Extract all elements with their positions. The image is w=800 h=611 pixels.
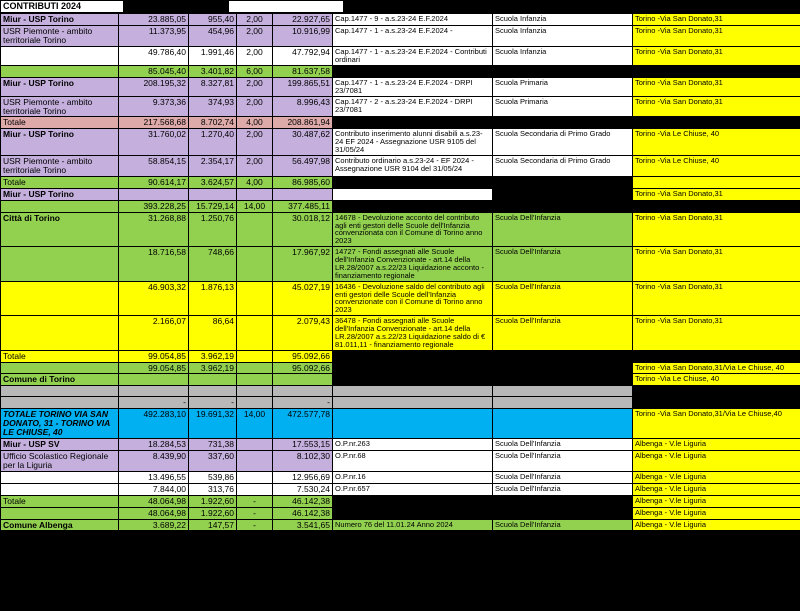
cell-rate: - <box>237 507 273 519</box>
cell-description <box>333 188 493 200</box>
cell-amount-3: 22.927,65 <box>273 14 333 26</box>
cell-description: 14727 - Fondi assegnati alle Scuole dell'Infanzia Convenzionate - art.14 della LR.28/2007 a.s.22/23 Liquidazione acconto - finanziamento regionale <box>333 247 493 282</box>
cell-amount-3 <box>273 386 333 397</box>
cell-amount-1: 9.373,36 <box>119 96 189 117</box>
cell-amount-3: 377.485,11 <box>273 200 333 212</box>
cell-description: Numero 76 del 11.01.24 Anno 2024 <box>333 519 493 531</box>
cell-rate <box>237 362 273 374</box>
cell-location <box>633 65 800 77</box>
cell-amount-1: 85.045,40 <box>119 65 189 77</box>
cell-amount-1: 58.854,15 <box>119 156 189 177</box>
table-row[interactable] <box>1 519 800 531</box>
cell-rate <box>237 316 273 351</box>
cell-location: Torino -Via San Donato,31 <box>633 188 800 200</box>
cell-amount-2: 8.702,74 <box>189 117 237 129</box>
cell-entity: Comune di Torino <box>1 374 119 386</box>
cell-amount-3: 47.792,94 <box>273 47 333 66</box>
cell-rate <box>237 188 273 200</box>
cell-location <box>633 350 800 362</box>
cell-rate <box>237 386 273 397</box>
cell-amount-3: 56.497,98 <box>273 156 333 177</box>
cell-description <box>333 386 493 397</box>
table-row[interactable] <box>1 409 800 439</box>
table-row[interactable] <box>1 77 800 96</box>
cell-location: Torino -Via San Donato,31 <box>633 212 800 247</box>
cell-amount-1: 492.283,10 <box>119 409 189 439</box>
cell-rate: 6,00 <box>237 65 273 77</box>
cell-amount-1: 18.284,53 <box>119 439 189 451</box>
cell-amount-3: 45.027,19 <box>273 281 333 316</box>
cell-amount-3: 17.967,92 <box>273 247 333 282</box>
cell-amount-3: 86.985,60 <box>273 176 333 188</box>
cell-amount-3: 10.916,99 <box>273 26 333 47</box>
cell-amount-3: 3.541,65 <box>273 519 333 531</box>
cell-amount-2: 454,96 <box>189 26 237 47</box>
contributions-table <box>0 13 800 531</box>
cell-location: Albenga - V.le Liguria <box>633 471 800 483</box>
cell-description: O.P.nr.657 <box>333 483 493 495</box>
cell-school: Scuola Dell'Infanzia <box>493 212 633 247</box>
cell-location: Torino -Via San Donato,31 <box>633 96 800 117</box>
page-title: CONTRIBUTI 2024 <box>1 1 124 13</box>
cell-location: Torino -Via San Donato,31 <box>633 26 800 47</box>
cell-amount-1: 48.064,98 <box>119 507 189 519</box>
table-row[interactable] <box>1 397 800 409</box>
cell-location <box>633 176 800 188</box>
cell-amount-3: 46.142,38 <box>273 507 333 519</box>
cell-amount-1: 31.760,02 <box>119 129 189 156</box>
cell-school <box>493 65 633 77</box>
cell-rate: 14,00 <box>237 200 273 212</box>
cell-school: Scuola Secondaria di Primo Grado <box>493 156 633 177</box>
cell-description: 36478 - Fondi assegnati alle Scuole dell'Infanzia Convenzionate - art.14 della LR.28/2007 a.s.22/23 Liquidazione saldo di € 81.011,11 - finanziamento regionale <box>333 316 493 351</box>
table-row[interactable] <box>1 451 800 472</box>
cell-amount-1: 23.885,05 <box>119 14 189 26</box>
cell-entity <box>1 386 119 397</box>
table-row[interactable] <box>1 188 800 200</box>
cell-amount-3: 2.079,43 <box>273 316 333 351</box>
cell-description <box>333 397 493 409</box>
cell-school: Scuola Primaria <box>493 77 633 96</box>
table-row[interactable] <box>1 316 800 351</box>
cell-entity: Ufficio Scolastico Regionale per la Liguria <box>1 451 119 472</box>
cell-amount-3: 46.142,38 <box>273 495 333 507</box>
cell-amount-1: 99.054,85 <box>119 362 189 374</box>
cell-entity: Comune Albenga <box>1 519 119 531</box>
cell-amount-2: 374,93 <box>189 96 237 117</box>
cell-description: O.P.nr.68 <box>333 451 493 472</box>
cell-amount-3: 472.577,78 <box>273 409 333 439</box>
cell-school: Scuola Infanzia <box>493 14 633 26</box>
cell-school <box>493 409 633 439</box>
table-row[interactable] <box>1 374 800 386</box>
cell-location: Torino -Via San Donato,31/Via Le Chiuse, 40 <box>633 362 800 374</box>
cell-entity <box>1 471 119 483</box>
table-row[interactable] <box>1 483 800 495</box>
cell-rate <box>237 439 273 451</box>
cell-amount-3: 8.996,43 <box>273 96 333 117</box>
cell-entity: Miur - USP Torino <box>1 14 119 26</box>
cell-amount-2: - <box>189 397 237 409</box>
cell-rate: 4,00 <box>237 176 273 188</box>
cell-amount-1: 7.844,00 <box>119 483 189 495</box>
cell-description: Cap.1477 - 1 - a.s.23-24 E.F.2024 - DRPI 23/7081 <box>333 77 493 96</box>
cell-amount-1: 13.496,55 <box>119 471 189 483</box>
cell-amount-2: 1.922,60 <box>189 495 237 507</box>
cell-location: Torino -Via San Donato,31 <box>633 77 800 96</box>
cell-entity <box>1 47 119 66</box>
cell-rate: 2,00 <box>237 156 273 177</box>
cell-school: Scuola Dell'Infanzia <box>493 247 633 282</box>
cell-amount-1: 393.228,25 <box>119 200 189 212</box>
table-row[interactable] <box>1 350 800 362</box>
cell-entity: USR Piemonte - ambito territoriale Torino <box>1 26 119 47</box>
cell-amount-1: 208.195,32 <box>119 77 189 96</box>
cell-rate: 2,00 <box>237 129 273 156</box>
table-row[interactable] <box>1 117 800 129</box>
cell-amount-3: 95.092,66 <box>273 362 333 374</box>
cell-rate: 2,00 <box>237 14 273 26</box>
cell-description: Contributo ordinario a.s.23-24 - EF 2024 - Assegnazione USR 9104 del 31/05/24 <box>333 156 493 177</box>
cell-school <box>493 176 633 188</box>
cell-location <box>633 117 800 129</box>
cell-entity <box>1 507 119 519</box>
cell-school: Scuola Dell'Infanzia <box>493 483 633 495</box>
cell-description <box>333 362 493 374</box>
cell-rate <box>237 212 273 247</box>
table-row[interactable] <box>1 212 800 247</box>
cell-description: Contributo inserimento alunni disabili a.s.23-24 EF 2024 - Assegnazione USR 9105 del 31/05/24 <box>333 129 493 156</box>
cell-description: Cap.1477 - 2 - a.s.23-24 E.F.2024 - DRPI 23/7081 <box>333 96 493 117</box>
cell-location: Torino -Via Le Chiuse, 40 <box>633 374 800 386</box>
cell-entity: Miur - USP Torino <box>1 129 119 156</box>
cell-school <box>493 397 633 409</box>
cell-amount-1: 11.373,95 <box>119 26 189 47</box>
cell-amount-2: 1.991,46 <box>189 47 237 66</box>
cell-entity <box>1 362 119 374</box>
cell-amount-1: 31.268,88 <box>119 212 189 247</box>
table-row[interactable] <box>1 200 800 212</box>
cell-entity <box>1 65 119 77</box>
cell-entity <box>1 483 119 495</box>
cell-location: Torino -Via San Donato,31 <box>633 316 800 351</box>
cell-school <box>493 495 633 507</box>
cell-rate: 2,00 <box>237 26 273 47</box>
cell-amount-1: 48.064,98 <box>119 495 189 507</box>
cell-rate <box>237 247 273 282</box>
cell-amount-2: 3.962,19 <box>189 362 237 374</box>
cell-amount-2: 3.962,19 <box>189 350 237 362</box>
cell-amount-3: 208.861,94 <box>273 117 333 129</box>
cell-amount-2: 731,38 <box>189 439 237 451</box>
cell-location: Torino -Via San Donato,31 <box>633 281 800 316</box>
cell-amount-2: 1.250,76 <box>189 212 237 247</box>
cell-description <box>333 117 493 129</box>
cell-school: Scuola Secondaria di Primo Grado <box>493 129 633 156</box>
cell-location: Albenga - V.le Liguria <box>633 451 800 472</box>
table-row[interactable] <box>1 129 800 156</box>
cell-entity: Miur - USP Torino <box>1 188 119 200</box>
header-black-2 <box>344 1 800 13</box>
cell-amount-2: 86,64 <box>189 316 237 351</box>
cell-description: Cap.1477 - 9 - a.s.23-24 E.F.2024 <box>333 14 493 26</box>
cell-location: Torino -Via San Donato,31 <box>633 247 800 282</box>
cell-entity: Miur - USP SV <box>1 439 119 451</box>
cell-school <box>493 200 633 212</box>
cell-amount-1 <box>119 374 189 386</box>
cell-description <box>333 65 493 77</box>
cell-location: Torino -Via San Donato,31 <box>633 47 800 66</box>
cell-rate: 2,00 <box>237 47 273 66</box>
cell-amount-2: 3.624,57 <box>189 176 237 188</box>
cell-school <box>493 386 633 397</box>
cell-amount-3 <box>273 188 333 200</box>
cell-entity: TOTALE TORINO VIA SAN DONATO, 31 - TORINO VIA LE CHIUSE, 40 <box>1 409 119 439</box>
cell-location: Torino -Via San Donato,31 <box>633 14 800 26</box>
cell-location: Albenga - V.le Liguria <box>633 519 800 531</box>
cell-description: 14678 - Devoluzione acconto del contributo agli enti gestori delle Scuole dell'Infanzia convenzionata con il Comune di Torino anno 2023 <box>333 212 493 247</box>
header-table <box>0 0 800 13</box>
table-row[interactable] <box>1 176 800 188</box>
cell-entity <box>1 281 119 316</box>
cell-entity: Totale <box>1 176 119 188</box>
cell-location: Albenga - V.le Liguria <box>633 439 800 451</box>
table-row[interactable] <box>1 26 800 47</box>
cell-school: Scuola Infanzia <box>493 47 633 66</box>
cell-school <box>493 350 633 362</box>
cell-description: Cap.1477 - 1 - a.s.23-24 E.F.2024 - <box>333 26 493 47</box>
cell-description <box>333 495 493 507</box>
cell-amount-3: 12.956,69 <box>273 471 333 483</box>
cell-entity: Totale <box>1 350 119 362</box>
cell-location <box>633 397 800 409</box>
cell-amount-1: 2.166,07 <box>119 316 189 351</box>
cell-school: Scuola Dell'Infanzia <box>493 451 633 472</box>
cell-rate: 14,00 <box>237 409 273 439</box>
cell-entity: USR Piemonte - ambito territoriale Torino <box>1 96 119 117</box>
cell-amount-1: 99.054,85 <box>119 350 189 362</box>
cell-amount-3: 30.018,12 <box>273 212 333 247</box>
cell-entity: Città di Torino <box>1 212 119 247</box>
cell-school <box>493 362 633 374</box>
cell-amount-3: 30.487,62 <box>273 129 333 156</box>
cell-amount-1: 8.439,90 <box>119 451 189 472</box>
cell-rate: 2,00 <box>237 96 273 117</box>
cell-description: O.P.nr.263 <box>333 439 493 451</box>
cell-amount-2: 15.729,14 <box>189 200 237 212</box>
cell-location: Albenga - V.le Liguria <box>633 495 800 507</box>
table-row[interactable] <box>1 96 800 117</box>
cell-description <box>333 507 493 519</box>
table-row[interactable] <box>1 14 800 26</box>
cell-rate <box>237 471 273 483</box>
cell-amount-2: 8.327,81 <box>189 77 237 96</box>
cell-amount-2: 3.401,82 <box>189 65 237 77</box>
cell-description: 16436 - Devoluzione saldo del contributo agli enti gestori delle Scuole dell'Infanzia convenzionate con il Comune di Torino anno 2023 <box>333 281 493 316</box>
cell-amount-2: 1.270,40 <box>189 129 237 156</box>
cell-amount-3: 7.530,24 <box>273 483 333 495</box>
cell-description <box>333 350 493 362</box>
cell-amount-3: 8.102,30 <box>273 451 333 472</box>
cell-rate <box>237 483 273 495</box>
cell-amount-3 <box>273 374 333 386</box>
cell-amount-2: 2.354,17 <box>189 156 237 177</box>
cell-description <box>333 176 493 188</box>
cell-amount-1: 46.903,32 <box>119 281 189 316</box>
table-row[interactable] <box>1 471 800 483</box>
table-row[interactable] <box>1 281 800 316</box>
cell-amount-3: 81.637,58 <box>273 65 333 77</box>
cell-rate: 4,00 <box>237 117 273 129</box>
table-row[interactable] <box>1 386 800 397</box>
cell-amount-1: 90.614,17 <box>119 176 189 188</box>
cell-rate <box>237 374 273 386</box>
cell-amount-2: 1.876,13 <box>189 281 237 316</box>
cell-amount-2: 539,86 <box>189 471 237 483</box>
cell-school <box>493 507 633 519</box>
cell-entity: USR Piemonte - ambito territoriale Torino <box>1 156 119 177</box>
cell-amount-3: 95.092,66 <box>273 350 333 362</box>
table-row[interactable] <box>1 65 800 77</box>
cell-entity: Miur - USP Torino <box>1 77 119 96</box>
table-row[interactable] <box>1 507 800 519</box>
header-black-1 <box>124 1 229 13</box>
cell-school: Scuola Dell'Infanzia <box>493 316 633 351</box>
cell-amount-1: 217.568,68 <box>119 117 189 129</box>
table-row[interactable] <box>1 156 800 177</box>
cell-entity <box>1 397 119 409</box>
cell-amount-2: 955,40 <box>189 14 237 26</box>
cell-entity <box>1 316 119 351</box>
cell-rate <box>237 350 273 362</box>
cell-rate <box>237 281 273 316</box>
table-row[interactable] <box>1 495 800 507</box>
cell-amount-2: 337,60 <box>189 451 237 472</box>
cell-amount-1: 18.716,58 <box>119 247 189 282</box>
cell-amount-1 <box>119 386 189 397</box>
cell-rate: 2,00 <box>237 77 273 96</box>
cell-school: Scuola Dell'Infanzia <box>493 439 633 451</box>
header-row <box>1 1 800 13</box>
cell-school: Scuola Dell'Infanzia <box>493 519 633 531</box>
cell-amount-3: - <box>273 397 333 409</box>
cell-amount-2: 147,57 <box>189 519 237 531</box>
cell-school: Scuola Infanzia <box>493 26 633 47</box>
cell-location <box>633 386 800 397</box>
cell-school <box>493 374 633 386</box>
cell-amount-3: 17.553,15 <box>273 439 333 451</box>
cell-location: Torino -Via Le Chiuse, 40 <box>633 156 800 177</box>
cell-location: Albenga - V.le Liguria <box>633 483 800 495</box>
table-row[interactable] <box>1 439 800 451</box>
cell-description <box>333 200 493 212</box>
cell-school: Scuola Dell'Infanzia <box>493 471 633 483</box>
cell-school <box>493 117 633 129</box>
cell-entity: Totale <box>1 117 119 129</box>
table-row[interactable] <box>1 247 800 282</box>
cell-amount-2: 748,66 <box>189 247 237 282</box>
cell-amount-2 <box>189 386 237 397</box>
cell-amount-3: 199.865,51 <box>273 77 333 96</box>
cell-school <box>493 188 633 200</box>
cell-school: Scuola Primaria <box>493 96 633 117</box>
cell-school: Scuola Dell'Infanzia <box>493 281 633 316</box>
table-row[interactable] <box>1 47 800 66</box>
cell-amount-1: - <box>119 397 189 409</box>
cell-rate: - <box>237 519 273 531</box>
cell-amount-2: 19.691,32 <box>189 409 237 439</box>
cell-description <box>333 374 493 386</box>
cell-location: Torino -Via San Donato,31/Via Le Chiuse,40 <box>633 409 800 439</box>
cell-rate: - <box>237 495 273 507</box>
cell-description: Cap.1477 - 1 - a.s.23-24 E.F.2024 - Contributi ordinari <box>333 47 493 66</box>
cell-rate <box>237 451 273 472</box>
table-body <box>1 14 800 531</box>
cell-amount-2: 1.922,60 <box>189 507 237 519</box>
header-white-1 <box>229 1 344 13</box>
table-row[interactable] <box>1 362 800 374</box>
cell-amount-1 <box>119 188 189 200</box>
cell-location: Torino -Via Le Chiuse, 40 <box>633 129 800 156</box>
cell-location <box>633 200 800 212</box>
cell-amount-2 <box>189 188 237 200</box>
cell-amount-1: 49.786,40 <box>119 47 189 66</box>
cell-amount-2 <box>189 374 237 386</box>
cell-rate <box>237 397 273 409</box>
cell-entity: Totale <box>1 495 119 507</box>
cell-entity <box>1 200 119 212</box>
cell-amount-2: 313,76 <box>189 483 237 495</box>
cell-description <box>333 409 493 439</box>
cell-amount-1: 3.689,22 <box>119 519 189 531</box>
cell-entity <box>1 247 119 282</box>
cell-description: O.P.nr.16 <box>333 471 493 483</box>
cell-location: Albenga - V.le Liguria <box>633 507 800 519</box>
